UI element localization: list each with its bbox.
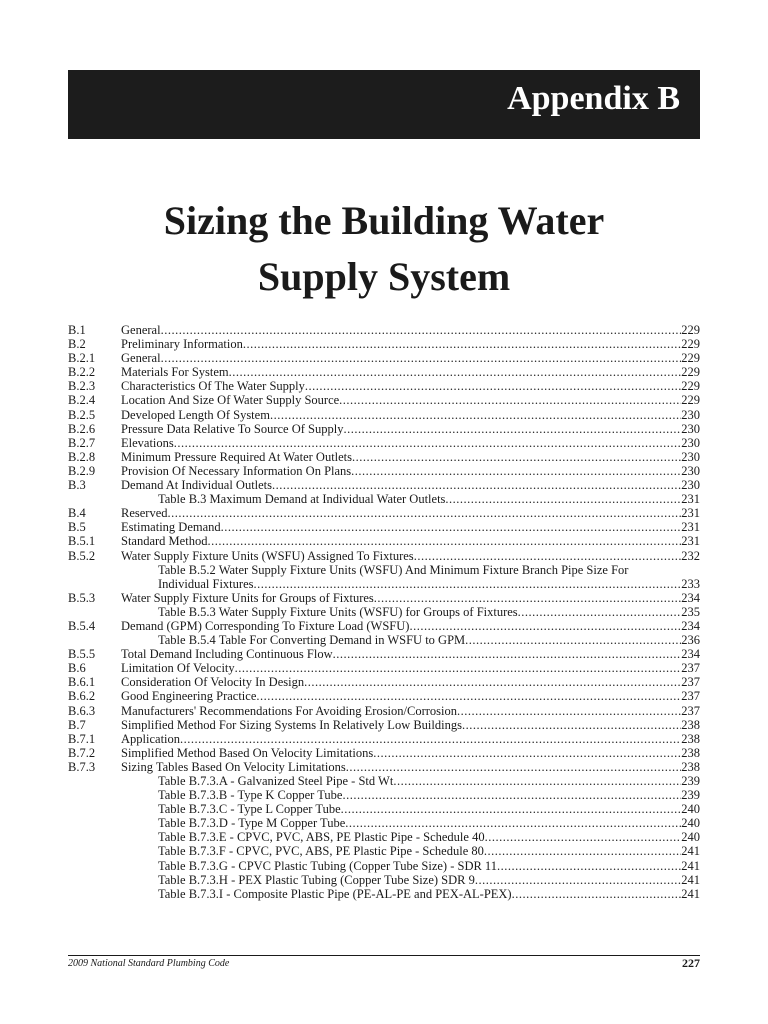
toc-entry [68,337,700,351]
toc-leader-dots [393,774,681,788]
toc-entry [68,718,700,732]
toc-entry-line [158,859,700,873]
toc-entry [68,619,700,633]
toc-entry-title: Materials For System [121,365,229,380]
toc-entry-title: Simplified Method For Sizing Systems In Relatively Low Buildings [121,717,462,732]
toc-entry-number: B.6.3 [68,703,96,718]
toc-entry-line [121,351,700,365]
toc-entry [68,859,700,873]
toc-entry-title: Table B.3 Maximum Demand at Individual Water Outlets [158,492,446,507]
toc-entry [68,492,700,506]
toc-leader-dots [409,619,681,633]
toc-entry-page: 230 [681,435,700,450]
page-title-line-2: Supply System [257,254,511,299]
toc-entry-title: Table B.5.3 Water Supply Fixture Units (WSFU) for Groups of Fixtures [158,604,518,619]
toc-entry-number: B.6 [68,661,86,676]
toc-entry-title: Demand (GPM) Corresponding To Fixture Load (WSFU) [121,618,410,633]
toc-entry-number: B.2 [68,337,86,352]
toc-entry [68,506,700,520]
toc-entry-line [158,774,700,788]
toc-entry-title: Application [121,731,181,746]
toc-entry-title: Table B.7.3.D - Type M Copper Tube [158,816,346,831]
toc-entry-page: 230 [681,421,700,436]
toc-entry-number: B.2.4 [68,393,96,408]
toc-entry-line [121,323,700,337]
toc-entry-number: B.6.2 [68,689,96,704]
toc-entry [68,887,700,901]
toc-entry-page: 234 [681,590,700,605]
toc-entry-page: 236 [681,633,700,648]
toc-entry-page: 234 [681,647,700,662]
toc-entry-number: B.2.3 [68,379,96,394]
toc-entry [68,563,700,577]
toc-entry-number: B.2.6 [68,421,96,436]
toc-entry-page: 230 [681,449,700,464]
toc-entry-title: General [121,323,161,337]
toc-entry [68,549,700,563]
toc-entry-page: 237 [681,689,700,704]
toc-entry-line [158,844,700,858]
toc-entry-title: Table B.7.3.C - Type L Copper Tube [158,802,341,817]
toc-entry [68,393,700,407]
toc-entry-line [121,746,700,760]
toc-entry-title: Table B.7.3.H - PEX Plastic Tubing (Copper Tube Size) SDR 9 [158,872,475,887]
toc-entry-line [158,577,700,591]
toc-entry-line [121,365,700,379]
toc-entry [68,351,700,365]
toc-entry-page: 233 [681,576,700,591]
toc-entry [68,323,700,337]
toc-entry [68,464,700,478]
toc-entry [68,436,700,450]
toc-leader-dots [484,844,681,858]
toc-entry-title: Minimum Pressure Required At Water Outlets [121,449,353,464]
toc-leader-dots [346,760,682,774]
toc-entry [68,591,700,605]
footer-publication-title: 2009 National Standard Plumbing Code [68,958,230,969]
toc-entry-title: Standard Method [121,534,208,549]
toc-entry-line [121,549,700,563]
toc-entry-page: 229 [681,323,700,337]
toc-entry-title: Water Supply Fixture Units (WSFU) Assigned To Fixtures [121,548,414,563]
toc-leader-dots [485,830,682,844]
toc-entry-title: Provision Of Necessary Information On Plans [121,463,352,478]
toc-entry-line [158,830,700,844]
toc-entry-title: Simplified Method Based On Velocity Limitations [121,745,374,760]
toc-entry [68,379,700,393]
toc-entry-page: 231 [681,534,700,549]
toc-entry-page: 238 [681,731,700,746]
toc-entry-title: Pressure Data Relative To Source Of Supply [121,421,344,436]
toc-leader-dots [475,873,681,887]
toc-entry-line [121,718,700,732]
toc-entry-page: 229 [681,351,700,366]
toc-entry-title: Table B.7.3.A - Galvanized Steel Pipe - Std Wt [158,774,394,788]
toc-entry-line [121,704,700,718]
toc-entry [68,422,700,436]
toc-leader-dots [374,591,681,605]
toc-entry [68,844,700,858]
toc-entry-line [158,563,700,577]
toc-leader-dots [497,859,681,873]
toc-entry-title: Good Engineering Practice [121,689,257,704]
toc-entry-number: B.3 [68,478,86,493]
toc-leader-dots [305,379,681,393]
toc-leader-dots [304,675,681,689]
toc-leader-dots [243,337,681,351]
toc-entry-page: 240 [681,830,700,845]
toc-entry-line [121,379,700,393]
toc-entry-title: Sizing Tables Based On Velocity Limitations [121,759,346,774]
toc-entry-title: Preliminary Information [121,337,243,352]
toc-entry-title: Characteristics Of The Water Supply [121,379,305,394]
toc-entry [68,478,700,492]
toc-entry-title: Individual Fixtures [158,576,254,591]
toc-entry-line [121,337,700,351]
toc-entry-line [158,873,700,887]
toc-entry-number: B.5 [68,520,86,535]
toc-leader-dots [256,689,681,703]
appendix-title: Appendix B [507,80,680,117]
toc-entry-title: Table B.7.3.I - Composite Plastic Pipe (PE-AL-PE and PEX-AL-PEX) [158,886,512,901]
toc-entry-line [121,591,700,605]
toc-leader-dots [373,746,681,760]
toc-entry [68,675,700,689]
toc-entry-line [158,788,700,802]
toc-entry-number: B.7 [68,717,86,732]
toc-entry [68,830,700,844]
toc-entry-line [121,619,700,633]
toc-entry-page: 230 [681,478,700,493]
toc-entry-line [121,464,700,478]
toc-leader-dots [207,534,681,548]
toc-leader-dots [161,323,682,337]
toc-leader-dots [465,633,681,647]
toc-entry-number: B.5.4 [68,618,96,633]
toc-leader-dots [180,732,681,746]
toc-entry-line [121,450,700,464]
toc-entry-page: 234 [681,618,700,633]
toc-entry-line [121,689,700,703]
toc-leader-dots [343,422,681,436]
toc-entry [68,365,700,379]
toc-entry-number: B.5.3 [68,590,96,605]
toc-leader-dots [235,661,682,675]
page-title [68,193,700,305]
toc-entry [68,408,700,422]
toc-entry-line [121,520,700,534]
toc-entry-number: B.4 [68,506,86,521]
toc-entry-page: 229 [681,337,700,352]
toc-leader-dots [462,718,681,732]
toc-entry-title: Table B.5.2 Water Supply Fixture Units (WSFU) And Minimum Fixture Branch Pipe Size For [158,562,629,577]
toc-entry-number: B.6.1 [68,675,96,690]
toc-entry [68,746,700,760]
toc-entry-line [158,816,700,830]
appendix-banner [68,70,700,139]
toc-entry-number: B.2.9 [68,463,96,478]
toc-entry-number: B.2.2 [68,365,96,380]
toc-entry-line [121,422,700,436]
toc-entry-title: Manufacturers' Recommendations For Avoiding Erosion/Corrosion [121,703,457,718]
toc-entry-title: Reserved [121,506,168,521]
toc-leader-dots [352,450,681,464]
toc-entry-title: Table B.7.3.F - CPVC, PVC, ABS, PE Plastic Pipe - Schedule 80 [158,844,484,859]
toc-entry-title: Table B.5.4 Table For Converting Demand in WSFU to GPM [158,633,466,648]
toc-entry [68,760,700,774]
table-of-contents [68,323,700,901]
toc-leader-dots [339,393,681,407]
toc-entry-line [121,534,700,548]
toc-leader-dots [414,549,682,563]
toc-entry-page: 238 [681,759,700,774]
toc-leader-dots [168,506,682,520]
toc-entry-number: B.7.2 [68,745,96,760]
toc-entry-title: Total Demand Including Continuous Flow [121,647,333,662]
toc-entry-line [121,506,700,520]
footer-page-number: 227 [682,956,700,970]
toc-entry [68,605,700,619]
toc-entry-line [121,393,700,407]
toc-entry-page: 230 [681,463,700,478]
toc-entry-page: 229 [681,365,700,380]
toc-entry-page: 230 [681,407,700,422]
toc-entry-page: 238 [681,717,700,732]
toc-leader-dots [174,436,681,450]
toc-entry [68,816,700,830]
toc-leader-dots [341,802,682,816]
toc-entry-title: General [121,351,161,366]
toc-entry-number: B.2.7 [68,435,96,450]
toc-entry-page: 238 [681,745,700,760]
toc-entry-title: Table B.7.3.G - CPVC Plastic Tubing (Copper Tube Size) - SDR 11 [158,858,497,873]
toc-entry-line [121,675,700,689]
toc-entry-title: Estimating Demand [121,520,221,535]
toc-leader-dots [518,605,682,619]
toc-entry-page: 241 [681,886,700,901]
toc-entry-title: Demand At Individual Outlets [121,478,273,493]
toc-entry [68,873,700,887]
toc-entry-page: 240 [681,802,700,817]
toc-entry-page: 229 [681,393,700,408]
page-title-line-1: Sizing the Building Water [163,198,605,243]
toc-entry-number: B.2.5 [68,407,96,422]
toc-entry [68,633,700,647]
toc-entry [68,450,700,464]
toc-entry-page: 229 [681,379,700,394]
toc-entry-page: 237 [681,661,700,676]
toc-entry-title: Consideration Of Velocity In Design [121,675,305,690]
toc-entry-line [121,478,700,492]
toc-entry-line [158,633,700,647]
toc-entry [68,788,700,802]
toc-entry-page: 239 [681,788,700,803]
toc-entry-page: 237 [681,703,700,718]
toc-entry [68,704,700,718]
toc-entry-page: 231 [681,506,700,521]
toc-entry-number: B.5.2 [68,548,96,563]
toc-entry-title: Developed Length Of System [121,407,270,422]
toc-leader-dots [161,351,682,365]
toc-entry-title: Water Supply Fixture Units for Groups of Fixtures [121,590,374,605]
toc-leader-dots [270,408,681,422]
toc-entry [68,534,700,548]
toc-entry-line [121,647,700,661]
toc-leader-dots [457,704,681,718]
toc-entry-line [121,436,700,450]
toc-leader-dots [272,478,681,492]
toc-leader-dots [221,520,682,534]
toc-entry-line [121,661,700,675]
toc-entry-number: B.7.3 [68,759,96,774]
toc-leader-dots [229,365,682,379]
toc-leader-dots [253,577,681,591]
toc-entry [68,774,700,788]
toc-entry [68,732,700,746]
toc-entry-title: Elevations [121,435,174,450]
toc-entry-number: B.2.1 [68,351,96,366]
toc-entry [68,520,700,534]
toc-entry-page: 231 [681,492,700,507]
toc-entry-number: B.2.8 [68,449,96,464]
toc-entry-page: 239 [681,774,700,788]
toc-entry-line [158,492,700,506]
toc-entry-page: 235 [681,604,700,619]
toc-leader-dots [342,788,681,802]
footer-divider [68,955,700,956]
toc-leader-dots [333,647,682,661]
toc-entry-page: 241 [681,858,700,873]
toc-entry-page: 241 [681,844,700,859]
toc-entry-number: B.1 [68,323,86,337]
toc-entry-page: 231 [681,520,700,535]
toc-entry-number: B.7.1 [68,731,96,746]
toc-entry-line [121,408,700,422]
toc-entry-page: 232 [681,548,700,563]
toc-entry-page: 237 [681,675,700,690]
toc-leader-dots [445,492,681,506]
toc-entry-line [158,605,700,619]
toc-entry-title: Limitation Of Velocity [121,661,235,676]
toc-entry [68,647,700,661]
toc-entry-page: 241 [681,872,700,887]
toc-entry [68,661,700,675]
toc-entry [68,802,700,816]
toc-leader-dots [351,464,681,478]
toc-entry-line [158,887,700,901]
toc-entry-line [158,802,700,816]
toc-entry-line [121,732,700,746]
toc-entry-title: Table B.7.3.E - CPVC, PVC, ABS, PE Plastic Pipe - Schedule 40 [158,830,485,845]
toc-entry-line [121,760,700,774]
toc-leader-dots [345,816,681,830]
toc-entry-title: Table B.7.3.B - Type K Copper Tube [158,788,343,803]
toc-entry-number: B.5.1 [68,534,96,549]
toc-entry-page: 240 [681,816,700,831]
toc-entry-title: Location And Size Of Water Supply Source [121,393,340,408]
toc-entry-number: B.5.5 [68,647,96,662]
toc-entry [68,689,700,703]
toc-leader-dots [512,887,682,901]
toc-entry [68,577,700,591]
